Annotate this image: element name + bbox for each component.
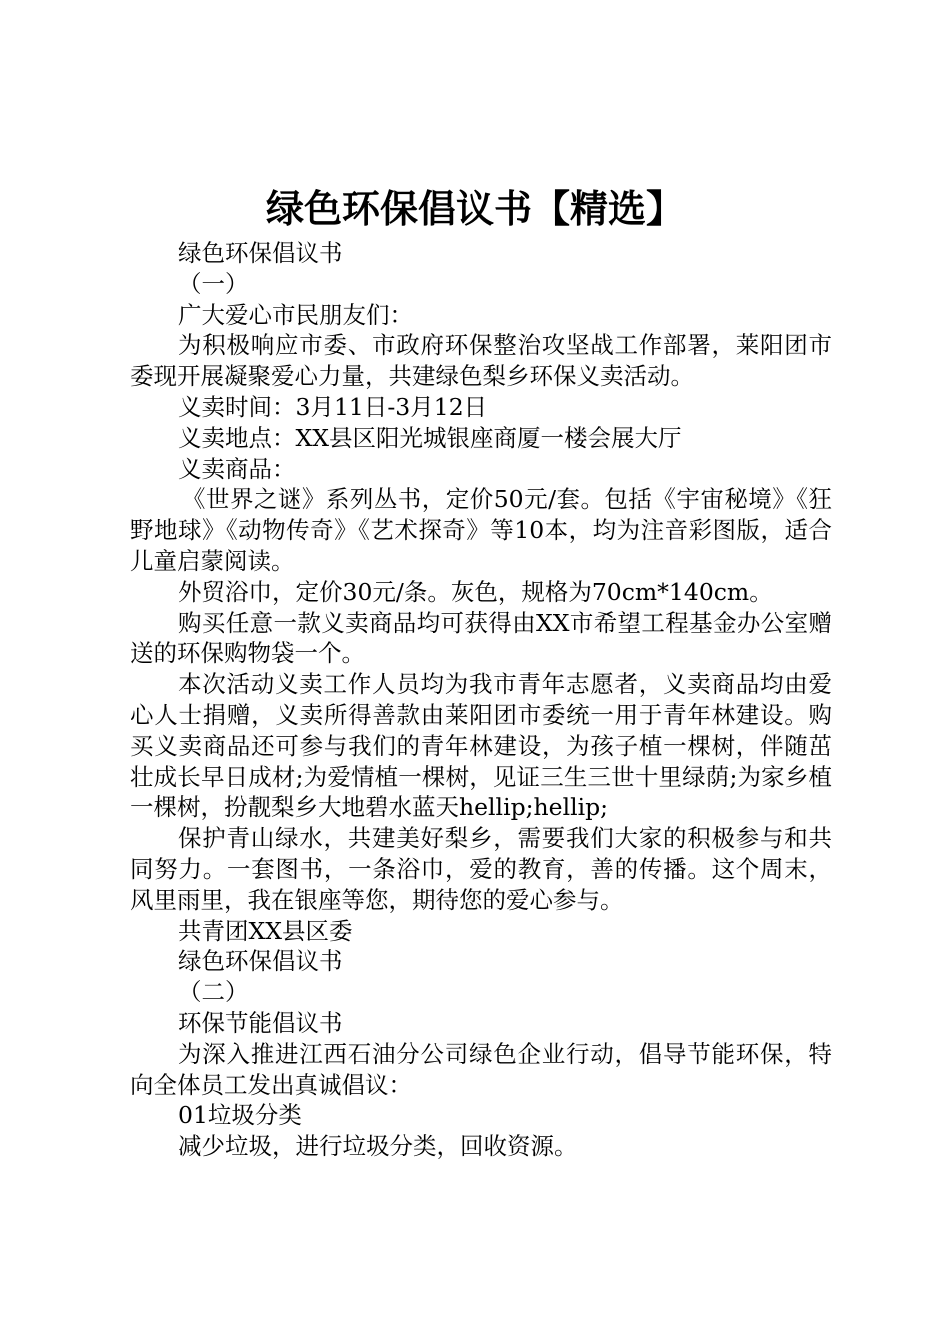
paragraph: （二） xyxy=(178,978,249,1007)
paragraph: 01垃圾分类 xyxy=(178,1101,302,1130)
paragraph: 义卖地点：XX县区阳光城银座商厦一楼会展大厅 xyxy=(178,423,682,452)
paragraph: （一） xyxy=(178,269,249,298)
paragraph: 减少垃圾，进行垃圾分类，回收资源。 xyxy=(178,1132,578,1161)
paragraph: 为积极响应市委、市政府环保整治攻坚战工作部署，莱阳团市委现开展凝聚爱心力量，共建绿色梨乡环保义卖活动。 xyxy=(130,331,832,391)
paragraph: 外贸浴巾，定价30元/条。灰色，规格为70cm*140cm。 xyxy=(178,577,773,606)
paragraph: 广大爱心市民朋友们： xyxy=(178,300,413,329)
paragraph: 义卖时间：3月11日-3月12日 xyxy=(178,392,488,421)
paragraph: 《世界之谜》系列丛书，定价50元/套。包括《宇宙秘境》《狂野地球》《动物传奇》《艺术探奇》等10本，均为注音彩图版，适合儿童启蒙阅读。 xyxy=(130,485,832,575)
paragraph: 为深入推进江西石油分公司绿色企业行动，倡导节能环保，特向全体员工发出真诚倡议： xyxy=(130,1039,832,1099)
document-title: 绿色环保倡议书【精选】 xyxy=(265,187,684,231)
paragraph: 共青团XX县区委 xyxy=(178,916,353,945)
paragraph: 购买任意一款义卖商品均可获得由XX市希望工程基金办公室赠送的环保购物袋一个。 xyxy=(130,608,832,668)
paragraph: 保护青山绿水，共建美好梨乡，需要我们大家的积极参与和共同努力。一套图书，一条浴巾，爱的教育，善的传播。这个周末，风里雨里，我在银座等您，期待您的爱心参与。 xyxy=(130,824,832,914)
paragraph: 本次活动义卖工作人员均为我市青年志愿者，义卖商品均由爱心人士捐赠，义卖所得善款由莱阳团市委统一用于青年林建设。购买义卖商品还可参与我们的青年林建设，为孩子植一棵树，伴随茁壮成长早日成材;为爱情植一棵树，见证三生三世十里绿荫;为家乡植一棵树，扮靓梨乡大地碧水蓝天hellip;hellip; xyxy=(130,670,832,822)
paragraph: 绿色环保倡议书 xyxy=(178,947,343,976)
paragraph: 义卖商品： xyxy=(178,454,296,483)
document-body xyxy=(130,238,832,1162)
paragraph: 绿色环保倡议书 xyxy=(178,239,343,267)
paragraph: 环保节能倡议书 xyxy=(178,1008,343,1037)
